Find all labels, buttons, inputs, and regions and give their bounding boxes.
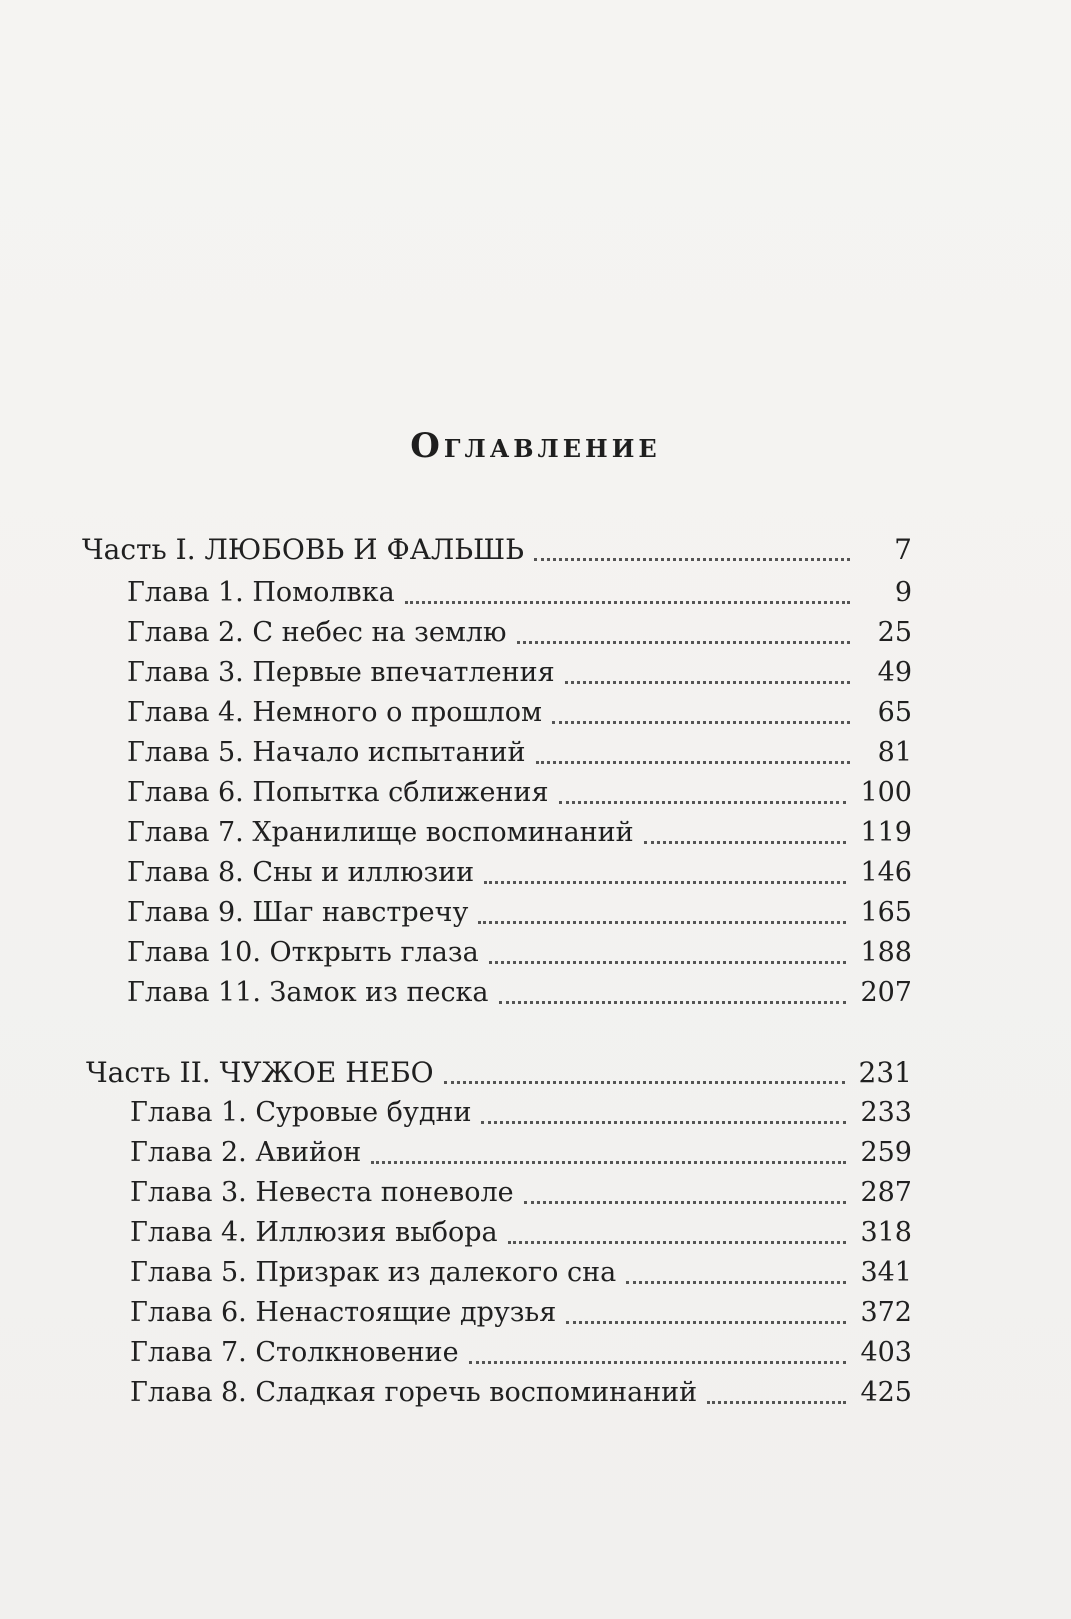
chapter-title: Глава 6. Ненастоящие друзья xyxy=(130,1297,557,1328)
toc-part-row xyxy=(82,530,912,570)
toc-chapter-row xyxy=(130,1093,912,1133)
chapter-title: Глава 7. Столкновение xyxy=(130,1337,459,1368)
toc-chapter-row xyxy=(127,693,912,733)
dot-leader xyxy=(644,841,847,844)
page-number: 233 xyxy=(860,1097,912,1128)
dot-leader xyxy=(565,681,850,684)
toc-chapter-row xyxy=(127,573,912,613)
page-number: 231 xyxy=(858,1056,912,1089)
toc-chapter-row xyxy=(127,773,912,813)
page-number: 341 xyxy=(860,1257,912,1288)
chapter-title: Глава 2. С небес на землю xyxy=(127,617,507,648)
page-number: 7 xyxy=(894,533,912,566)
toc-chapter-row xyxy=(130,1373,912,1413)
toc-chapter-row xyxy=(130,1213,912,1253)
page-number: 49 xyxy=(877,657,912,688)
page-number: 100 xyxy=(860,777,912,808)
page-number: 119 xyxy=(860,817,912,848)
page-number: 318 xyxy=(860,1217,912,1248)
dot-leader xyxy=(517,641,850,644)
part-title: Часть I. ЛЮБОВЬ И ФАЛЬШЬ xyxy=(82,533,524,566)
chapter-title: Глава 1. Суровые будни xyxy=(130,1097,472,1128)
dot-leader xyxy=(552,721,850,724)
toc-chapter-row xyxy=(130,1253,912,1293)
page-number: 146 xyxy=(860,857,912,888)
toc-chapter-row xyxy=(127,933,912,973)
page-number: 81 xyxy=(877,737,912,768)
dot-leader xyxy=(405,601,850,604)
chapter-title: Глава 6. Попытка сближения xyxy=(127,777,549,808)
toc-chapter-row xyxy=(127,813,912,853)
dot-leader xyxy=(508,1241,847,1244)
chapter-title: Глава 3. Первые впечатления xyxy=(127,657,555,688)
dot-leader xyxy=(536,761,850,764)
toc-chapter-row xyxy=(127,613,912,653)
dot-leader xyxy=(478,921,846,924)
toc-chapter-row xyxy=(130,1333,912,1373)
chapter-title: Глава 9. Шаг навстречу xyxy=(127,897,469,928)
page-number: 25 xyxy=(877,617,912,648)
page-number: 259 xyxy=(860,1137,912,1168)
toc-chapter-row xyxy=(130,1133,912,1173)
dot-leader xyxy=(566,1321,846,1324)
chapter-title: Глава 5. Начало испытаний xyxy=(127,737,526,768)
dot-leader xyxy=(489,961,847,964)
dot-leader xyxy=(371,1161,846,1164)
dot-leader xyxy=(444,1081,845,1084)
dot-leader xyxy=(481,1121,846,1124)
dot-leader xyxy=(499,1001,847,1004)
chapter-title: Глава 3. Невеста поневоле xyxy=(130,1177,514,1208)
toc-chapter-row xyxy=(130,1293,912,1333)
dot-leader xyxy=(707,1401,846,1404)
page-number: 165 xyxy=(860,897,912,928)
page-number: 207 xyxy=(860,977,912,1008)
chapter-title: Глава 7. Хранилище воспоминаний xyxy=(127,817,634,848)
chapter-title: Глава 1. Помолвка xyxy=(127,577,395,608)
page-number: 287 xyxy=(860,1177,912,1208)
dot-leader xyxy=(524,1201,847,1204)
page-number: 188 xyxy=(860,937,912,968)
page-title: Оглавление xyxy=(410,426,661,466)
dot-leader xyxy=(484,881,846,884)
chapter-title: Глава 4. Немного о прошлом xyxy=(127,697,542,728)
dot-leader xyxy=(626,1281,846,1284)
dot-leader xyxy=(534,558,850,561)
chapter-title: Глава 5. Призрак из далекого сна xyxy=(130,1257,617,1288)
chapter-title: Глава 4. Иллюзия выбора xyxy=(130,1217,498,1248)
page-number: 372 xyxy=(860,1297,912,1328)
page-number: 403 xyxy=(860,1337,912,1368)
page-number: 65 xyxy=(877,697,912,728)
chapter-title: Глава 11. Замок из песка xyxy=(127,977,489,1008)
page-number: 9 xyxy=(894,577,912,608)
toc-chapter-row xyxy=(127,893,912,933)
part-title: Часть II. ЧУЖОЕ НЕБО xyxy=(86,1056,434,1089)
toc-chapter-row xyxy=(127,653,912,693)
chapter-title: Глава 8. Сны и иллюзии xyxy=(127,857,475,888)
toc-chapter-row xyxy=(127,973,912,1013)
toc-chapter-row xyxy=(130,1173,912,1213)
dot-leader xyxy=(469,1361,847,1364)
toc-part-row xyxy=(86,1053,912,1093)
page-number: 425 xyxy=(860,1377,912,1408)
toc-chapter-row xyxy=(127,733,912,773)
chapter-title: Глава 10. Открыть глаза xyxy=(127,937,479,968)
chapter-title: Глава 8. Сладкая горечь воспоминаний xyxy=(130,1377,698,1408)
dot-leader xyxy=(559,801,847,804)
toc-chapter-row xyxy=(127,853,912,893)
chapter-title: Глава 2. Авийон xyxy=(130,1137,362,1168)
